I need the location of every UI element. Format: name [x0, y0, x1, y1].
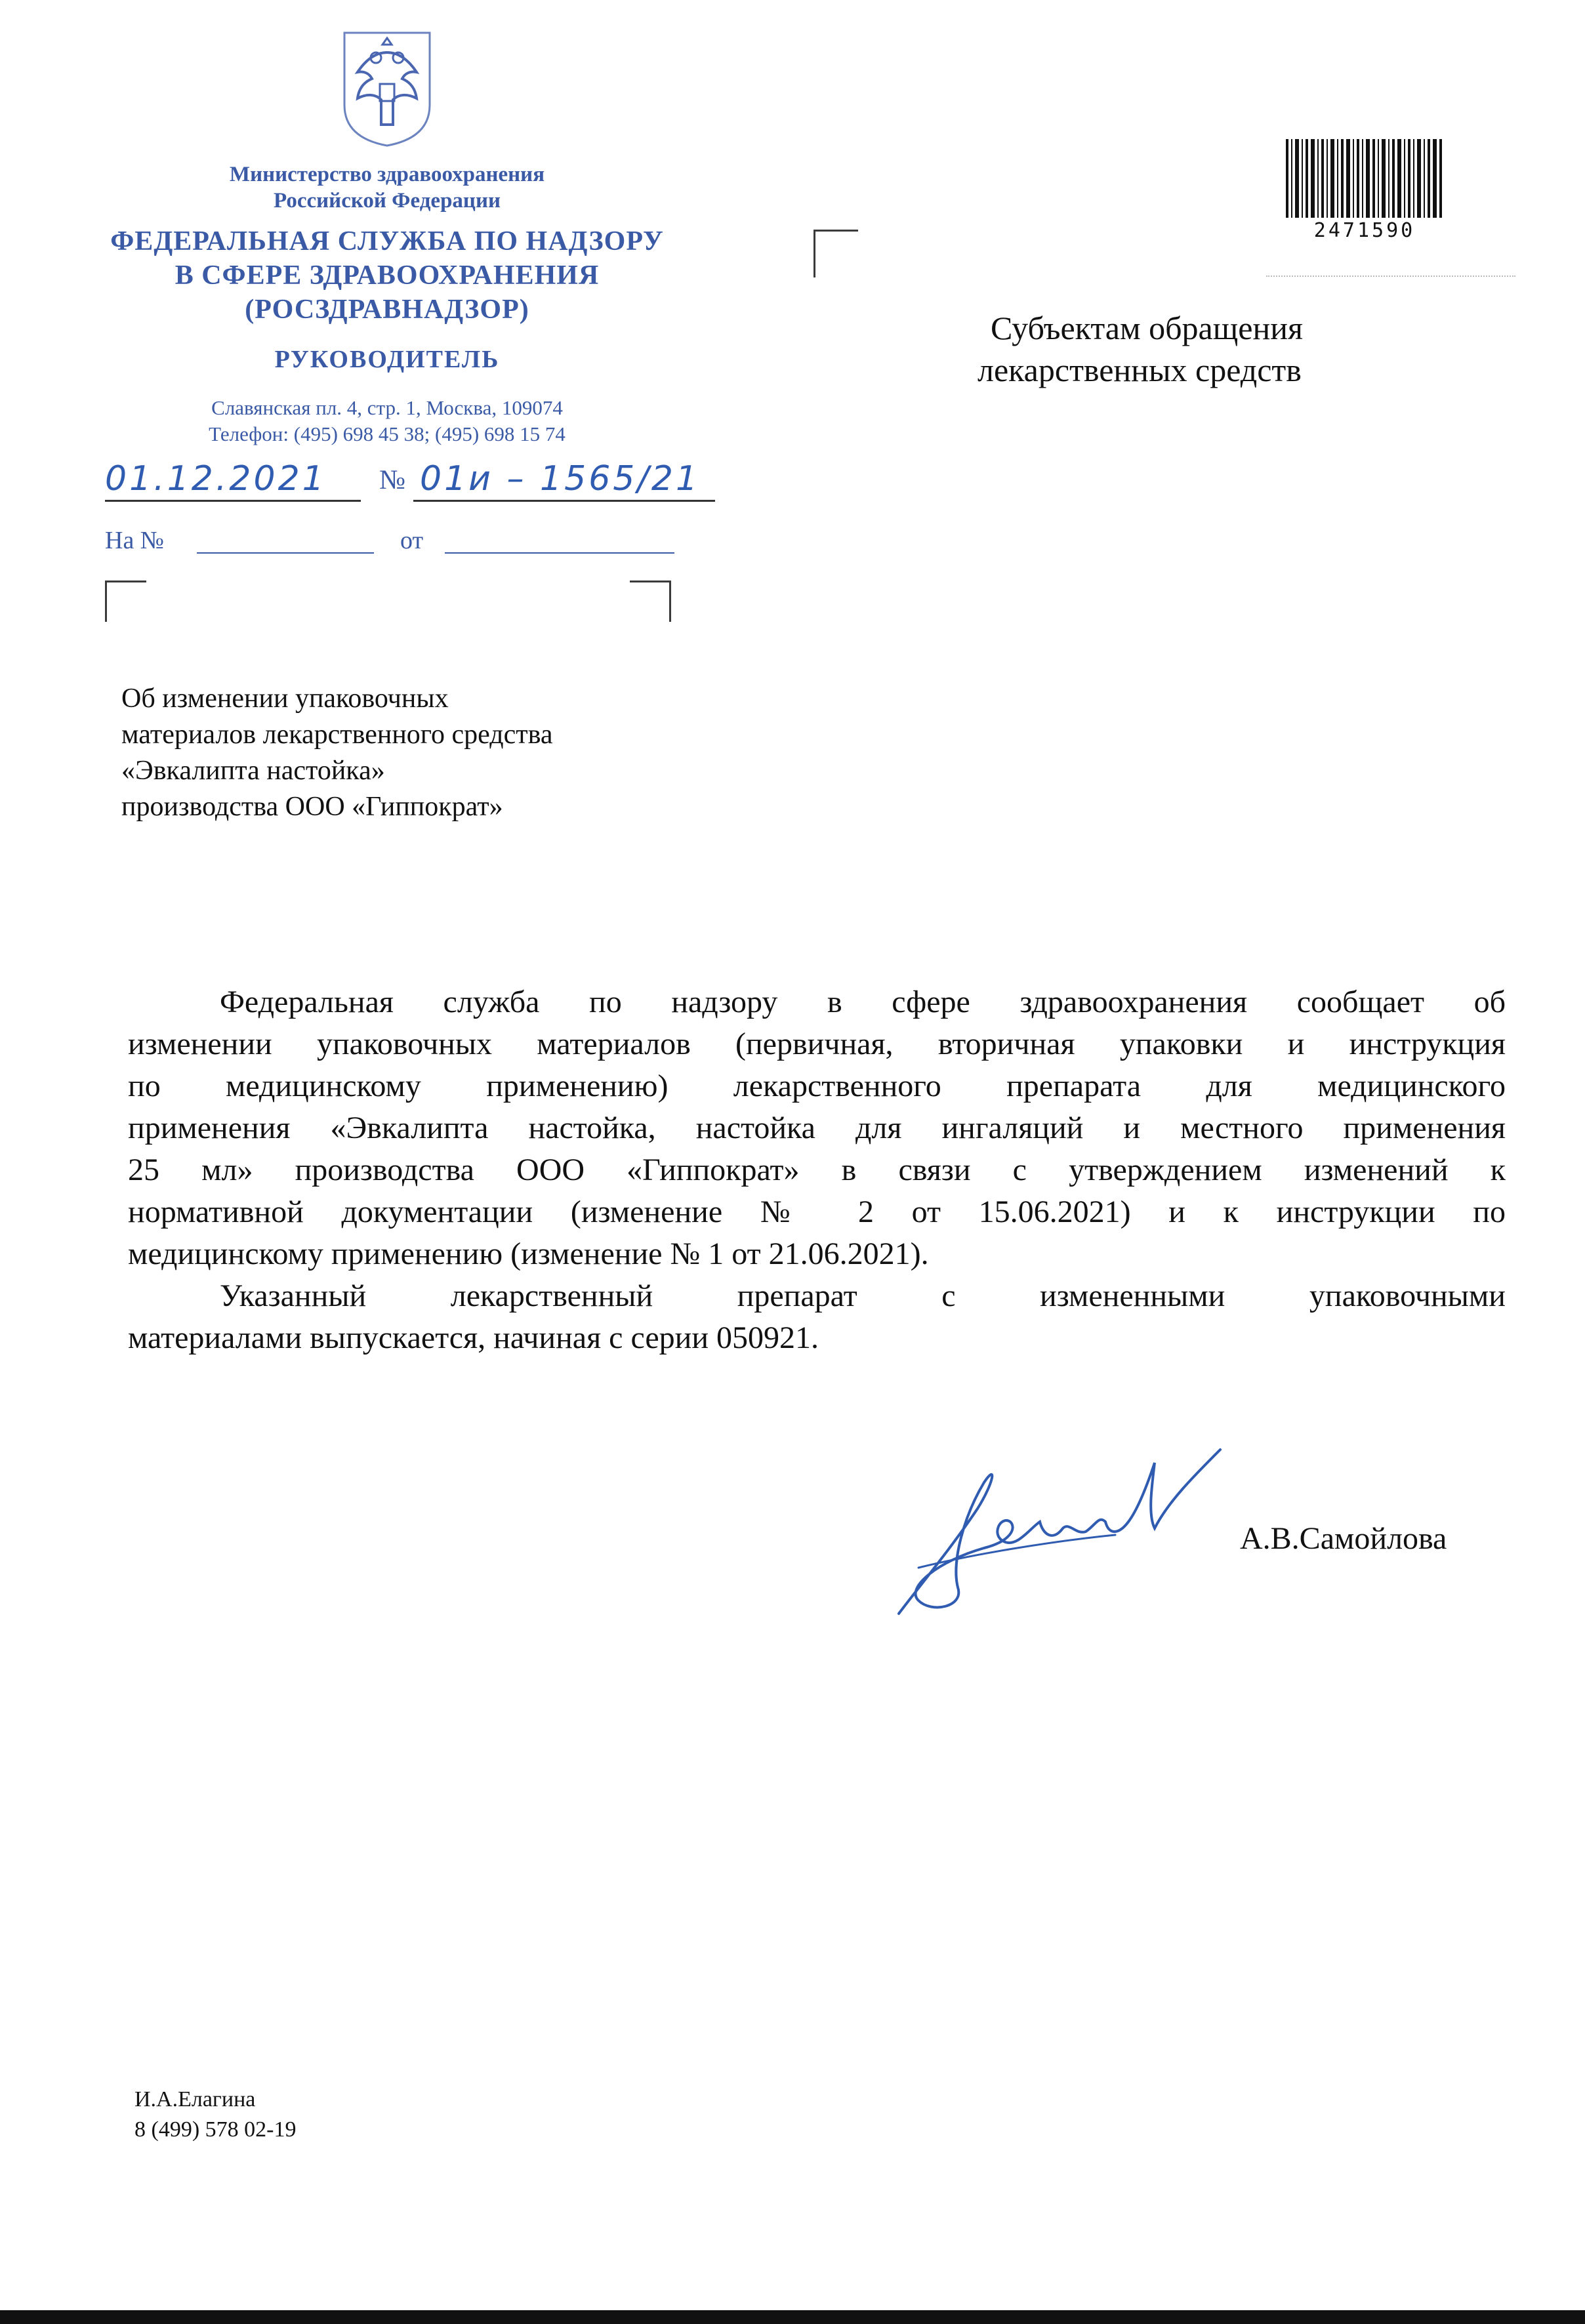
signer-name: А.В.Самойлова: [1240, 1521, 1447, 1556]
ministry-line-1: Министерство здравоохранения: [229, 163, 545, 186]
barcode: [1286, 139, 1443, 242]
registration-date: 01.12.2021: [105, 459, 327, 499]
subject-line-4: производства ООО «Гиппократ»: [121, 792, 503, 822]
body-p1-line-2: изменении упаковочных материалов (первичная, вторичная упаковки и инструкция: [128, 1027, 1506, 1061]
subject-line-2: материалов лекарственного средства: [121, 720, 553, 750]
recipient-line-1: Субъектам обращения: [991, 310, 1303, 346]
body-p2-line-1: Указанный лекарственный препарат с измененными упаковочными: [220, 1278, 1506, 1313]
phone-line: Телефон: (495) 698 45 38; (495) 698 15 74: [209, 422, 566, 445]
agency-line-1: ФЕДЕРАЛЬНАЯ СЛУЖБА ПО НАДЗОРУ: [110, 226, 664, 256]
registration-line: [105, 459, 748, 505]
signature-icon: [879, 1437, 1246, 1633]
body-p1-line-7: медицинскому применению (изменение № 1 от 21.06.2021).: [128, 1236, 929, 1271]
reply-label: На №: [105, 527, 165, 554]
reply-from-label: от: [400, 527, 424, 554]
executor-name: И.А.Елагина: [134, 2087, 256, 2111]
barcode-number: 2471590: [1313, 219, 1416, 242]
recipient-bracket-left: [813, 230, 858, 277]
body-p1-line-1: Федеральная служба по надзору в сфере здравоохранения сообщает об: [220, 985, 1506, 1019]
ministry-name: [98, 161, 676, 214]
scan-bottom-edge: [0, 2310, 1585, 2324]
letter-body: [128, 981, 1506, 1359]
subject-bracket-right: [630, 581, 671, 622]
ministry-line-2: Российской Федерации: [274, 189, 501, 213]
recipient-line-2: лекарственных средств: [978, 352, 1302, 388]
body-p1-line-6: нормативной документации (изменение № 2 от 15.06.2021) и к инструкции по: [128, 1194, 1506, 1229]
reply-reference-line: [105, 523, 676, 563]
agency-line-3: (РОСЗДРАВНАДЗОР): [245, 295, 529, 325]
agency-name: [98, 224, 676, 327]
number-sign: №: [379, 465, 406, 495]
subject-line-3: «Эвкалипта настойка»: [121, 756, 385, 786]
coat-of-arms-icon: [338, 26, 436, 148]
body-p1-line-4: применения «Эвкалипта настойка, настойка для ингаляций и местного применения: [128, 1111, 1506, 1145]
executor-info: [134, 2085, 296, 2145]
body-p1-line-5: 25 мл» производства ООО «Гиппократ» в связи с утверждением изменений к: [128, 1152, 1506, 1187]
subject-bracket-left: [105, 581, 146, 622]
reply-number-field: [197, 552, 374, 554]
position-title: РУКОВОДИТЕЛЬ: [274, 346, 500, 373]
executor-phone: 8 (499) 578 02-19: [134, 2117, 297, 2142]
recipient: [978, 307, 1303, 391]
address-line: Славянская пл. 4, стр. 1, Москва, 109074: [211, 396, 563, 419]
body-p1-line-3: по медицинскому применению) лекарственного препарата для медицинского: [128, 1069, 1506, 1103]
agency-line-2: В СФЕРЕ ЗДРАВООХРАНЕНИЯ: [175, 260, 600, 291]
barcode-icon: [1286, 139, 1443, 218]
subject-line-1: Об изменении упаковочных: [121, 683, 449, 714]
reply-date-field: [445, 552, 674, 554]
body-p2-line-2: материалами выпускается, начиная с серии 050921.: [128, 1320, 819, 1355]
barcode-sticker-edge: [1266, 275, 1515, 277]
agency-address: [98, 395, 676, 447]
registration-number: 01и – 1565/21: [420, 459, 701, 499]
letter-subject: [121, 681, 553, 825]
